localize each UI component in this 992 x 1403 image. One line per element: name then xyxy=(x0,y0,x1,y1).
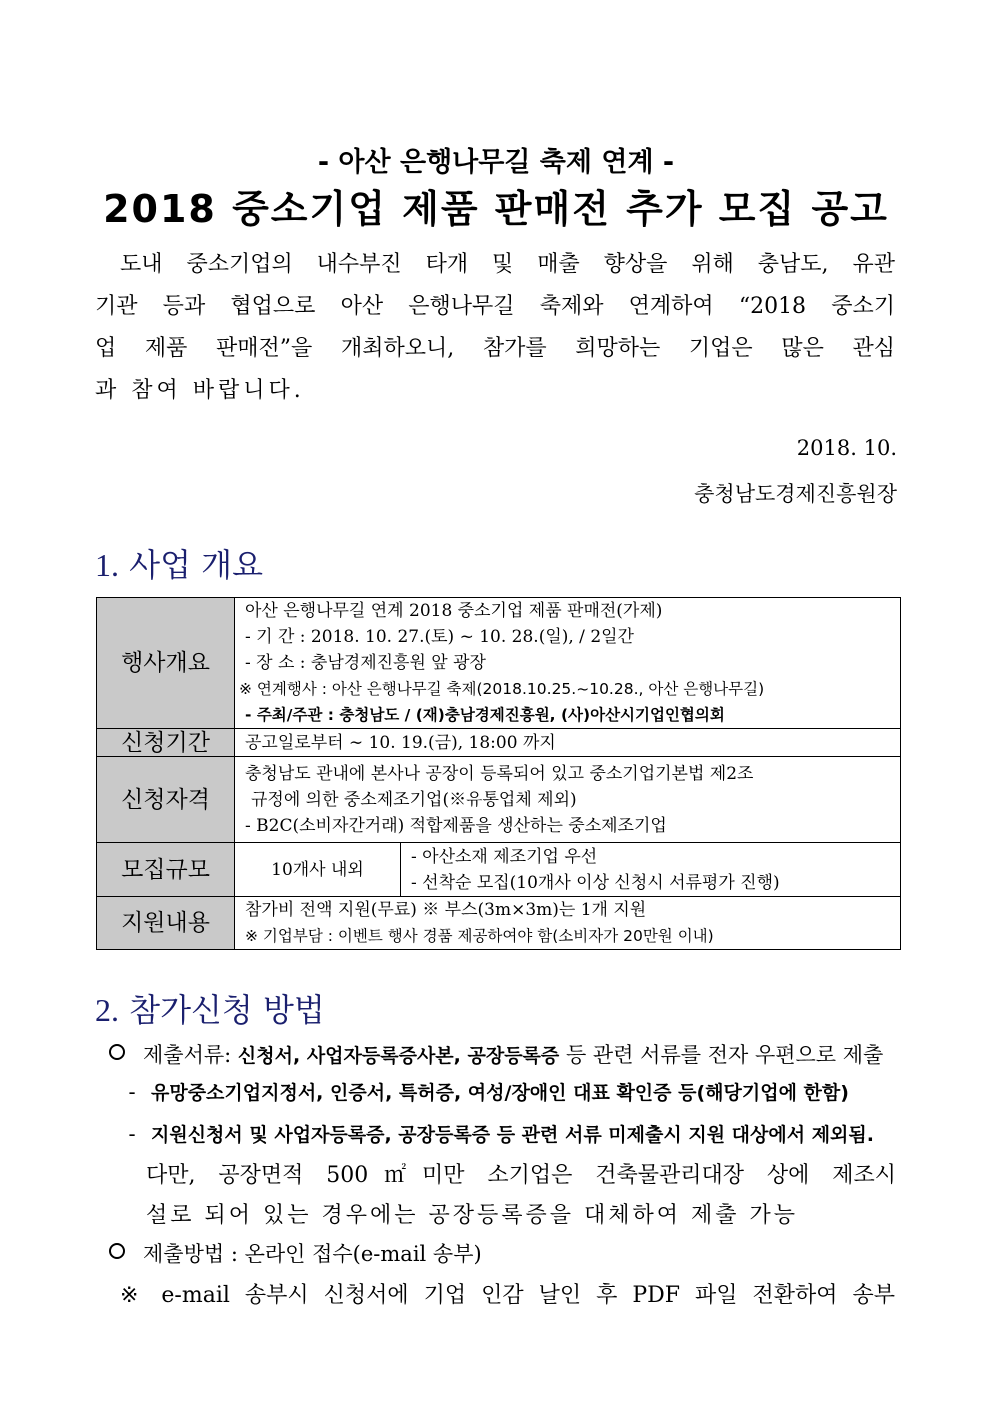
event-line: 아산 은행나무길 연계 2018 중소기업 제품 판매전(가제) xyxy=(245,601,663,621)
event-line: - 장 소 : 충남경제진흥원 앞 광장 xyxy=(245,653,486,673)
support-line: ※ 기업부담 : 이벤트 행사 경품 제공하여야 함(소비자가 20만원 이내) xyxy=(245,927,714,945)
notice-date: 2018. 10. xyxy=(796,436,897,460)
circle-bullet-icon xyxy=(109,1243,125,1259)
documents-required: 신청서, 사업자등록증사본, 공장등록증 xyxy=(237,1045,560,1067)
section2-title: 참가신청 방법 xyxy=(129,991,325,1029)
intro-line-1: 도내 중소기업의 내수부진 타개 및 매출 향상을 위해 충남도, 유관 xyxy=(120,252,895,277)
page-title: 2018 중소기업 제품 판매전 추가 모집 공고 xyxy=(103,187,889,231)
period-content xyxy=(235,729,901,757)
table-row xyxy=(97,897,901,950)
scale-line: - 선착순 모집(10개사 이상 신청시 서류평가 진행) xyxy=(411,872,780,893)
section1-number: 1. xyxy=(95,547,119,583)
bullet-cont-2: 설로 되어 있는 경우에는 공장등록증을 대체하여 제출 가능 xyxy=(146,1203,799,1228)
section2-number: 2. xyxy=(95,992,119,1028)
scale-count: 10개사 내외 xyxy=(235,843,401,897)
row-label-scale: 모집규모 xyxy=(97,843,235,897)
section1-title: 사업 개요 xyxy=(129,546,263,584)
method-text: 제출방법 : 온라인 접수(e-mail 송부) xyxy=(143,1242,482,1266)
bullet-text-1: 유망중소기업지정서, 인증서, 특허증, 여성/장애인 대표 확인증 등(해당기업에 한함) xyxy=(151,1082,849,1104)
documents-line xyxy=(95,1039,883,1069)
circle-bullet-icon xyxy=(109,1044,125,1060)
documents-rest: 등 관련 서류를 전자 우편으로 제출 xyxy=(565,1043,884,1067)
event-line: - 주최/주관 : 충청남도 / (재)충남경제진흥원, (사)아산시기업인협의회 xyxy=(245,706,725,724)
method-line xyxy=(95,1238,482,1268)
event-content xyxy=(235,598,901,729)
dash-icon: - xyxy=(128,1080,136,1104)
row-label-period: 신청기간 xyxy=(97,729,235,757)
intro-line-3: 업 제품 판매전”을 개최하오니, 참가를 희망하는 기업은 많은 관심 xyxy=(95,336,895,361)
support-line: 참가비 전액 지원(무료) ※ 부스(3m×3m)는 1개 지원 xyxy=(245,900,647,920)
intro-line-4: 과 참여 바랍니다. xyxy=(95,378,305,403)
eligibility-line: - B2C(소비자간거래) 적합제품을 생산하는 중소제조기업 xyxy=(245,815,667,836)
eligibility-content xyxy=(235,757,901,843)
row-label-support: 지원내용 xyxy=(97,897,235,950)
scale-line: - 아산소재 제조기업 우선 xyxy=(411,846,598,867)
subtitle: - 아산 은행나무길 축제 연계 - xyxy=(317,147,675,178)
intro-line-2: 기관 등과 협업으로 아산 은행나무길 축제와 연계하여 “2018 중소기 xyxy=(95,294,895,319)
eligibility-line: 규정에 의한 중소제조기업(※유통업체 제외) xyxy=(251,789,577,810)
bullet-cont-1: 다만, 공장면적 500㎡미만 소기업은 건축물관리대장 상에 제조시 xyxy=(146,1163,896,1188)
table-row xyxy=(97,729,901,757)
section2-heading xyxy=(95,985,325,1031)
bullet-text-2: 지원신청서 및 사업자등록증, 공장등록증 등 관련 서류 미제출시 지원 대상에서 제외됨. xyxy=(151,1124,874,1146)
section1-heading xyxy=(95,540,263,586)
table-row xyxy=(97,598,901,729)
row-label-eligibility: 신청자격 xyxy=(97,757,235,843)
table-row xyxy=(97,757,901,843)
eligibility-line: 충청남도 관내에 본사나 공장이 등록되어 있고 중소기업기본법 제2조 xyxy=(245,763,754,784)
row-label-event: 행사개요 xyxy=(97,598,235,729)
dash-icon: - xyxy=(128,1122,136,1146)
note-line: ※ e-mail 송부시 신청서에 기업 인감 날인 후 PDF 파일 전환하여 송부 xyxy=(120,1283,895,1308)
period-text: 공고일로부터 ∼ 10. 19.(금), 18:00 까지 xyxy=(245,732,556,753)
event-line: ※ 연계행사 : 아산 은행나무길 축제(2018.10.25.~10.28., 아산 은행나무길) xyxy=(239,680,765,698)
bullet-line-1 xyxy=(113,1078,849,1105)
bullet-line-2 xyxy=(113,1120,874,1147)
event-line: - 기 간 : 2018. 10. 27.(토) ~ 10. 28.(일), / 2일간 xyxy=(245,627,634,647)
documents-label: 제출서류: xyxy=(143,1043,232,1067)
overview-table xyxy=(96,597,901,950)
table-row xyxy=(97,843,901,897)
scale-content xyxy=(401,843,901,897)
issuer: 충청남도경제진흥원장 xyxy=(694,482,897,506)
support-content xyxy=(235,897,901,950)
